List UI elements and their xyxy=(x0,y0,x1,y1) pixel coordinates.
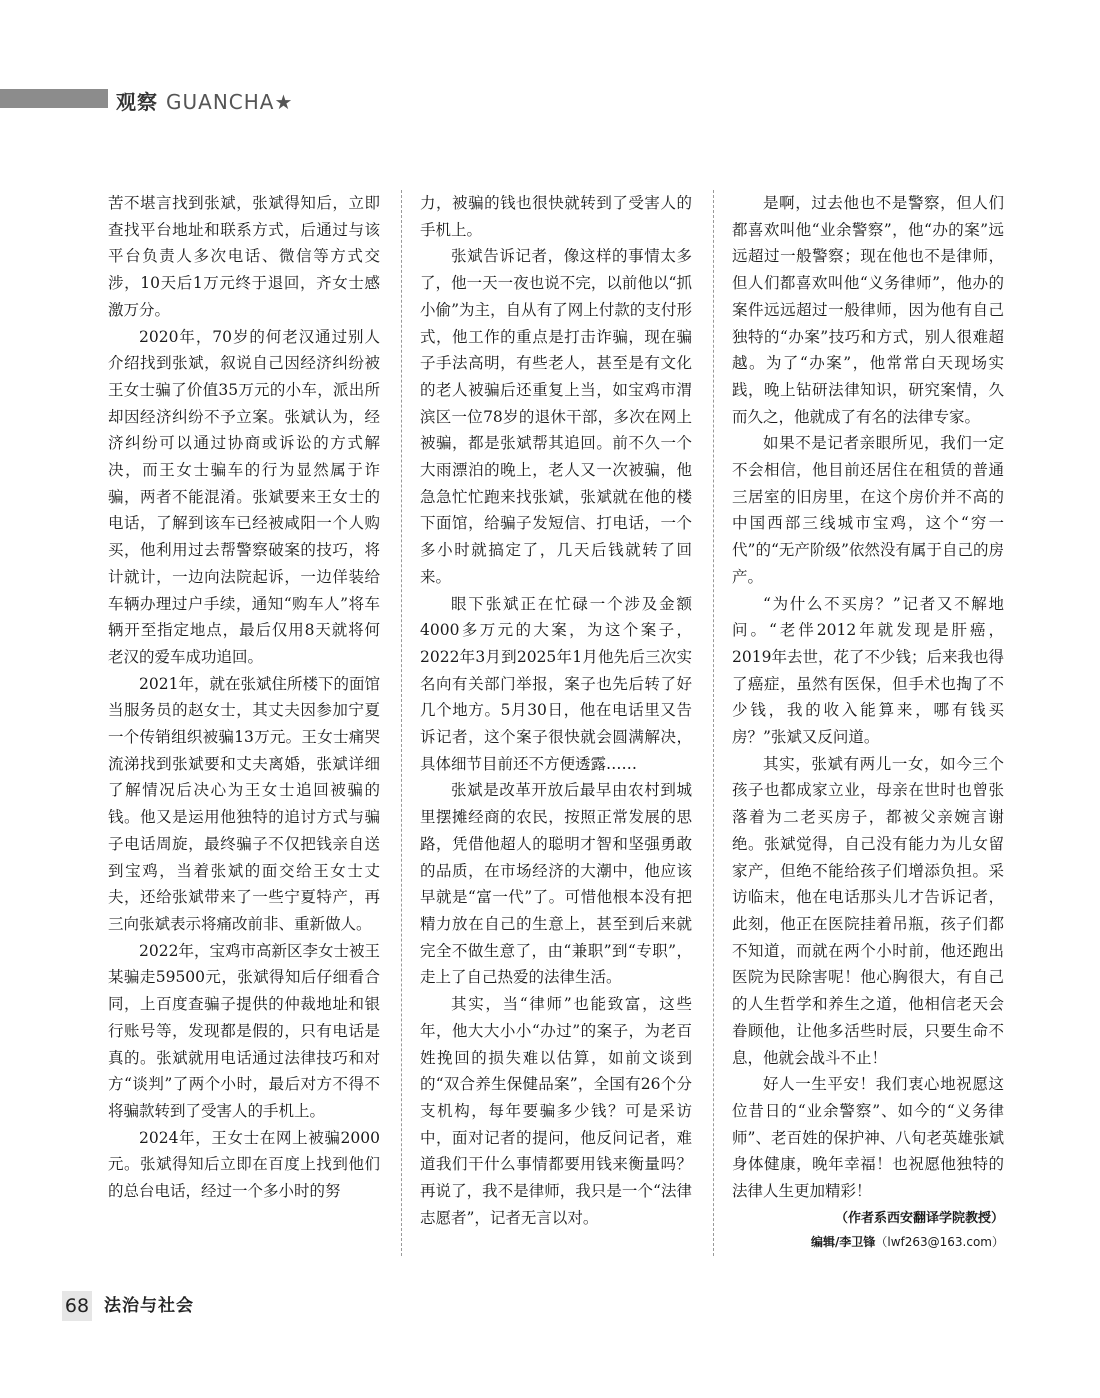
paragraph: 2022年，宝鸡市高新区李女士被王某骗走59500元，张斌得知后仔细看合同，上百度查骗子提供的仲裁地址和银行账号等，发现都是假的，只有电话是真的。张斌就用电话通过法律技巧和对方“谈判”了两个小时，最后对方不得不将骗款转到了受害人的手机上。 xyxy=(108,941,380,1120)
header-bar xyxy=(0,89,108,108)
paragraph: 其实，当“律师”也能致富，这些年，他大大小小“办过”的案子，为老百姓挽回的损失难以估算，如前文谈到的“双合养生保健品案”，全国有26个分支机构，每年要骗多少钱？可是采访中，面对记者的提问，他反问记者，难道我们干什么事情都要用钱来衡量吗？再说了，我不是律师，我只是一个“法律志愿者”，记者无言以对。 xyxy=(420,995,692,1227)
paragraph: 眼下张斌正在忙碌一个涉及金额4000多万元的大案，为这个案子，2022年3月到2025年1月他先后三次实名向有关部门举报，案子也先后转了好几个地方。5月30日，他在电话里又告诉记者，这个案子很快就会圆满解决，具体细节目前还不方便透露…… xyxy=(420,594,692,773)
paragraph: 2021年，就在张斌住所楼下的面馆当服务员的赵女士，其丈夫因参加宁夏一个传销组织被骗13万元。王女士痛哭流涕找到张斌要和丈夫离婚，张斌详细了解情况后决心为王女士追回被骗的钱。他又是运用他独特的追讨方式与骗子电话周旋，最终骗子不仅把钱亲自送到宝鸡，当着张斌的面交给王女士丈夫，还给张斌带来了一些宁夏特产，再三向张斌表示将痛改前非、重新做人。 xyxy=(108,674,380,933)
paragraph: 苦不堪言找到张斌，张斌得知后，立即查找平台地址和联系方式，后通过与该平台负责人多次电话、微信等方式交涉，10天后1万元终于退回，齐女士感激万分。 xyxy=(108,194,380,319)
paragraph: 力，被骗的钱也很快就转到了受害人的手机上。 xyxy=(420,194,692,239)
section-name-en: GUANCHA★ xyxy=(166,90,294,114)
paragraph: “为什么不买房？”记者又不解地问。“老伴2012年就发现是肝癌，2019年去世，花了不少钱；后来我也得了癌症，虽然有医保，但手术也掏了不少钱，我的收入能算来，哪有钱买房？”张斌又反问道。 xyxy=(732,594,1004,747)
article-column-1 xyxy=(108,190,380,1205)
paragraph: 2024年，王女士在网上被骗2000元。张斌得知后立即在百度上找到他们的总台电话，经过一个多小时的努 xyxy=(108,1128,380,1201)
magazine-name: 法治与社会 xyxy=(104,1296,194,1316)
paragraph: 是啊，过去他也不是警察，但人们都喜欢叫他“业余警察”，他“办的案”远远超过一般警察；现在他也不是律师，但人们都喜欢叫他“义务律师”，他办的案件远远超过一般律师，因为他有自己独特的“办案”技巧和方式，别人很难超越。为了“办案”，他常常白天现场实践，晚上钻研法律知识，研究案情，久而久之，他就成了有名的法律专家。 xyxy=(732,194,1004,426)
paragraph: 张斌是改革开放后最早由农村到城里摆摊经商的农民，按照正常发展的思路，凭借他超人的聪明才智和坚强勇敢的品质，在市场经济的大潮中，他应该早就是“富一代”了。可惜他根本没有把精力放在自己的生意上，甚至到后来就完全不做生意了，由“兼职”到“专职”，走上了自己热爱的法律生活。 xyxy=(420,781,692,987)
section-header xyxy=(116,86,293,115)
author-note: （作者系西安翻译学院教授） xyxy=(834,1210,1004,1226)
paragraph: 如果不是记者亲眼所见，我们一定不会相信，他目前还居住在租赁的普通三居室的旧房里，在这个房价并不高的中国西部三线城市宝鸡，这个“穷一代”的“无产阶级”依然没有属于自己的房产。 xyxy=(732,434,1004,586)
paragraph: 好人一生平安！我们衷心地祝愿这位昔日的“业余警察”、如今的“义务律师”、老百姓的保护神、八旬老英雄张斌身体健康，晚年幸福！也祝愿他独特的法律人生更加精彩！ xyxy=(732,1075,1004,1201)
section-name-cn: 观察 xyxy=(116,90,158,114)
editor-credit xyxy=(732,1231,1004,1253)
editor-email: （lwf263@163.com） xyxy=(875,1234,1004,1249)
paragraph: 张斌告诉记者，像这样的事情太多了，他一天一夜也说不完，以前他以“抓小偷”为主，自从有了网上付款的支付形式，他工作的重点是打击诈骗，现在骗子手法高明，有些老人，甚至是有文化的老人被骗后还重复上当，如宝鸡市渭滨区一位78岁的退休干部，多次在网上被骗，都是张斌帮其追回。前不久一个大雨漂泊的晚上，老人又一次被骗，他急急忙忙跑来找张斌，张斌就在他的楼下面馆，给骗子发短信、打电话，一个多小时就搞定了，几天后钱就转了回来。 xyxy=(420,247,692,586)
page-number: 68 xyxy=(62,1291,92,1321)
article-column-3 xyxy=(732,190,1004,1253)
paragraph: 2020年，70岁的何老汉通过别人介绍找到张斌，叙说自己因经济纠纷被王女士骗了价值35万元的小车，派出所却因经济纠纷不予立案。张斌认为，经济纠纷可以通过协商或诉讼的方式解决，而王女士骗车的行为显然属于诈骗，两者不能混淆。张斌要来王女士的电话，了解到该车已经被咸阳一个人购买，他利用过去帮警察破案的技巧，将计就计，一边向法院起诉，一边佯装给车辆办理过户手续，通知“购车人”将车辆开至指定地点，最后仅用8天就将何老汉的爱车成功追回。 xyxy=(108,327,380,666)
paragraph: 其实，张斌有两儿一女，如今三个孩子也都成家立业，母亲在世时也曾张落着为二老买房子，都被父亲婉言谢绝。张斌觉得，自己没有能力为儿女留家产，但绝不能给孩子们增添负担。采访临末，他在电话那头儿才告诉记者，此刻，他正在医院挂着吊瓶，孩子们都不知道，而就在两个小时前，他还跑出医院为民除害呢！他心胸很大，有自己的人生哲学和养生之道，他相信老天会眷顾他，让他多活些时辰，只要生命不息，他就会战斗不止！ xyxy=(732,754,1004,1067)
article-column-2 xyxy=(420,190,692,1231)
column-divider xyxy=(401,190,402,1256)
column-divider xyxy=(713,190,714,1256)
editor-label: 编辑/李卫锋 xyxy=(810,1234,876,1249)
